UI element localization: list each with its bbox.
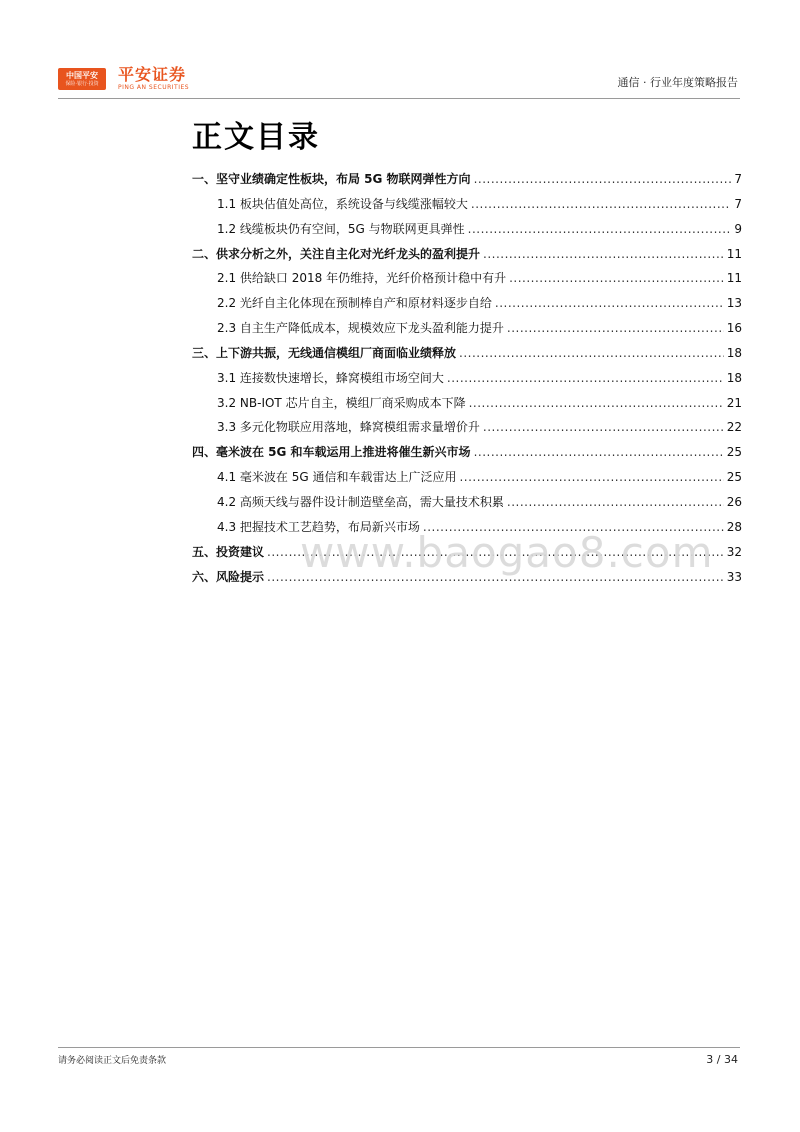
toc-entry-section-1[interactable] — [192, 170, 742, 195]
toc-entry-label: 三、上下游共振，无线通信模组厂商面临业绩释放 — [192, 345, 457, 360]
toc-entry-page: 7 — [734, 196, 742, 211]
toc-entry-page: 7 — [734, 172, 742, 186]
toc-entry-label: 3.1 连接数快速增长，蜂窝模组市场空间大 — [217, 370, 444, 385]
toc-entry-page: 25 — [726, 470, 742, 485]
toc-entry-3-3[interactable] — [192, 418, 742, 443]
toc-entry-label: 六、风险提示 — [192, 569, 265, 584]
toc-entry-label: 五、投资建议 — [192, 544, 265, 559]
table-of-contents — [192, 170, 742, 592]
toc-entry-label: 1.2 线缆板块仍有空间，5G 与物联网更具弹性 — [217, 221, 465, 236]
toc-leader-dots — [459, 470, 723, 484]
toc-entry-page: 18 — [726, 345, 742, 360]
toc-entry-page: 33 — [726, 569, 742, 584]
report-type: 通信 · 行业年度策略报告 — [617, 76, 738, 89]
toc-entry-page: 28 — [726, 519, 742, 534]
logo-badge-subtext: 保险·银行·投资 — [65, 80, 99, 87]
watermark: www.baogao8.com — [300, 528, 714, 577]
toc-entry-2-2[interactable] — [192, 294, 742, 319]
toc-leader-dots — [483, 420, 724, 434]
toc-entry-label: 4.1 毫米波在 5G 通信和车载雷达上广泛应用 — [217, 470, 457, 485]
toc-leader-dots — [267, 545, 724, 559]
brand-name-cn: 平安证券 — [118, 65, 187, 84]
toc-leader-dots — [474, 445, 724, 459]
toc-entry-label: 四、毫米波在 5G 和车载运用上推进将催生新兴市场 — [192, 445, 471, 460]
toc-entry-label: 2.1 供给缺口 2018 年仍维持，光纤价格预计稳中有升 — [217, 271, 507, 286]
page-header — [58, 64, 738, 98]
ping-an-group-logo — [58, 68, 106, 90]
toc-entry-1-2[interactable] — [192, 220, 742, 245]
brand-logo — [118, 66, 189, 92]
toc-leader-dots — [471, 197, 731, 211]
toc-entry-page: 21 — [726, 395, 742, 410]
brand-name-en: PING AN SECURITIES — [118, 84, 190, 91]
toc-entry-label: 3.3 多元化物联应用落地，蜂窝模组需求量增价升 — [217, 420, 480, 435]
toc-leader-dots — [469, 396, 724, 410]
toc-entry-1-1[interactable] — [192, 195, 742, 220]
toc-leader-dots — [459, 346, 724, 360]
toc-leader-dots — [447, 371, 724, 385]
toc-entry-section-4[interactable] — [192, 443, 742, 468]
page-number: 3 / 34 — [706, 1053, 738, 1066]
toc-entry-page: 13 — [726, 296, 742, 311]
toc-entry-page: 32 — [726, 544, 742, 559]
toc-entry-label: 4.3 把握技术工艺趋势，布局新兴市场 — [217, 519, 420, 534]
toc-entry-page: 11 — [726, 246, 742, 261]
toc-entry-4-1[interactable] — [192, 468, 742, 493]
toc-leader-dots — [509, 271, 724, 285]
toc-leader-dots — [507, 321, 724, 335]
toc-entry-label: 1.1 板块估值处高位，系统设备与线缆涨幅较大 — [217, 196, 468, 211]
toc-entry-label: 一、坚守业绩确定性板块，布局 5G 物联网弹性方向 — [192, 172, 471, 186]
toc-entry-page: 26 — [726, 494, 742, 509]
toc-entry-3-1[interactable] — [192, 369, 742, 394]
page-title: 正文目录 — [192, 120, 320, 155]
toc-entry-label: 4.2 高频天线与器件设计制造壁垒高，需大量技术积累 — [217, 494, 504, 509]
toc-entry-page: 11 — [726, 271, 742, 286]
toc-entry-2-1[interactable] — [192, 269, 742, 294]
header-divider — [58, 98, 740, 99]
toc-entry-label: 2.3 自主生产降低成本，规模效应下龙头盈利能力提升 — [217, 321, 504, 336]
toc-entry-label: 3.2 NB-IOT 芯片自主，模组厂商采购成本下降 — [217, 395, 466, 410]
toc-entry-page: 18 — [726, 370, 742, 385]
toc-leader-dots — [474, 172, 732, 186]
toc-entry-2-3[interactable] — [192, 319, 742, 344]
toc-entry-page: 9 — [734, 221, 742, 236]
logo-badge-text: 中国平安 — [66, 70, 98, 80]
toc-entry-page: 22 — [726, 420, 742, 435]
toc-entry-4-3[interactable] — [192, 518, 742, 543]
toc-entry-label: 2.2 光纤自主化体现在预制棒自产和原材料逐步自给 — [217, 296, 492, 311]
toc-entry-section-3[interactable] — [192, 344, 742, 369]
toc-leader-dots — [507, 495, 724, 509]
toc-entry-section-2[interactable] — [192, 245, 742, 270]
toc-leader-dots — [468, 222, 732, 236]
toc-leader-dots — [495, 296, 724, 310]
toc-leader-dots — [423, 520, 724, 534]
toc-entry-page: 16 — [726, 321, 742, 336]
toc-leader-dots — [483, 247, 724, 261]
toc-entry-section-6[interactable] — [192, 568, 742, 593]
toc-entry-section-5[interactable] — [192, 543, 742, 568]
footer-divider — [58, 1047, 740, 1048]
footer-disclaimer: 请务必阅读正文后免责条款 — [58, 1056, 167, 1066]
toc-entry-label: 二、供求分析之外，关注自主化对光纤龙头的盈利提升 — [192, 246, 481, 261]
toc-entry-4-2[interactable] — [192, 493, 742, 518]
toc-leader-dots — [267, 570, 724, 584]
toc-entry-3-2[interactable] — [192, 394, 742, 419]
toc-entry-page: 25 — [726, 445, 742, 460]
